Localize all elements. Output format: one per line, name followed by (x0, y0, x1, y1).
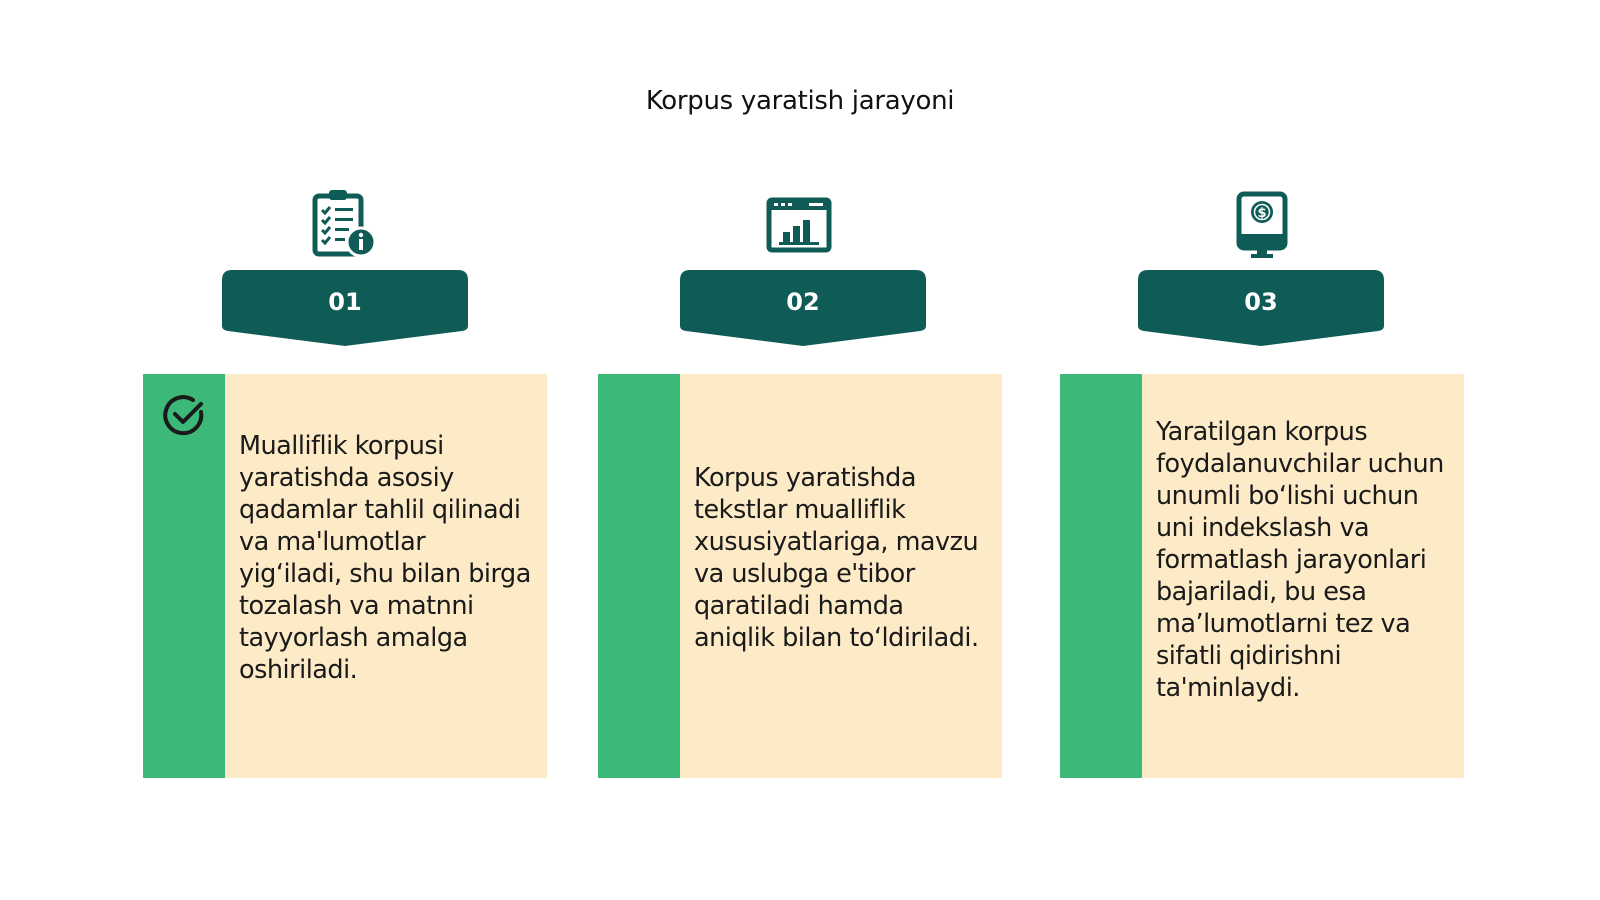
check-circle-icon (161, 392, 207, 438)
step-card-01 (143, 374, 547, 778)
step-description: Mualliflik korpusi yaratishda asosiy qadamlar tahlil qilinadi va ma'lumotlar yig‘iladi, shu bilan birga tozalash va matnni tayyorlash amalga oshiriladi. (239, 431, 531, 685)
step-description: Yaratilgan korpus foydalanuvchilar uchun unumli bo‘lishi uchun uni indekslash va formatlash jarayonlari bajariladi, bu esa ma’lumotlarni tez va sifatli qidirishni ta'minlaydi. (1156, 417, 1444, 703)
svg-text:$: $ (1257, 206, 1267, 221)
step-badge-03 (1138, 270, 1384, 346)
card-accent-stripe (598, 374, 680, 778)
step-description: Korpus yaratishda tekstlar mualliflik xususiyatlariga, mavzu va uslubga e'tibor qaratiladi hamda aniqlik bilan to‘ldiriladi. (694, 463, 979, 653)
step-card-02 (598, 374, 1002, 778)
step-number: 01 (328, 288, 362, 316)
step-number: 03 (1244, 288, 1278, 316)
monitor-dollar-icon (1225, 188, 1297, 260)
step-number: 02 (786, 288, 820, 316)
card-accent-stripe (1060, 374, 1142, 778)
step-card-03 (1060, 374, 1464, 778)
clipboard-checklist-info-icon (307, 188, 379, 260)
browser-bar-chart-icon (763, 188, 835, 260)
step-badge-02 (680, 270, 926, 346)
step-badge-01 (222, 270, 468, 346)
page-title: Korpus yaratish jarayoni (645, 86, 955, 116)
